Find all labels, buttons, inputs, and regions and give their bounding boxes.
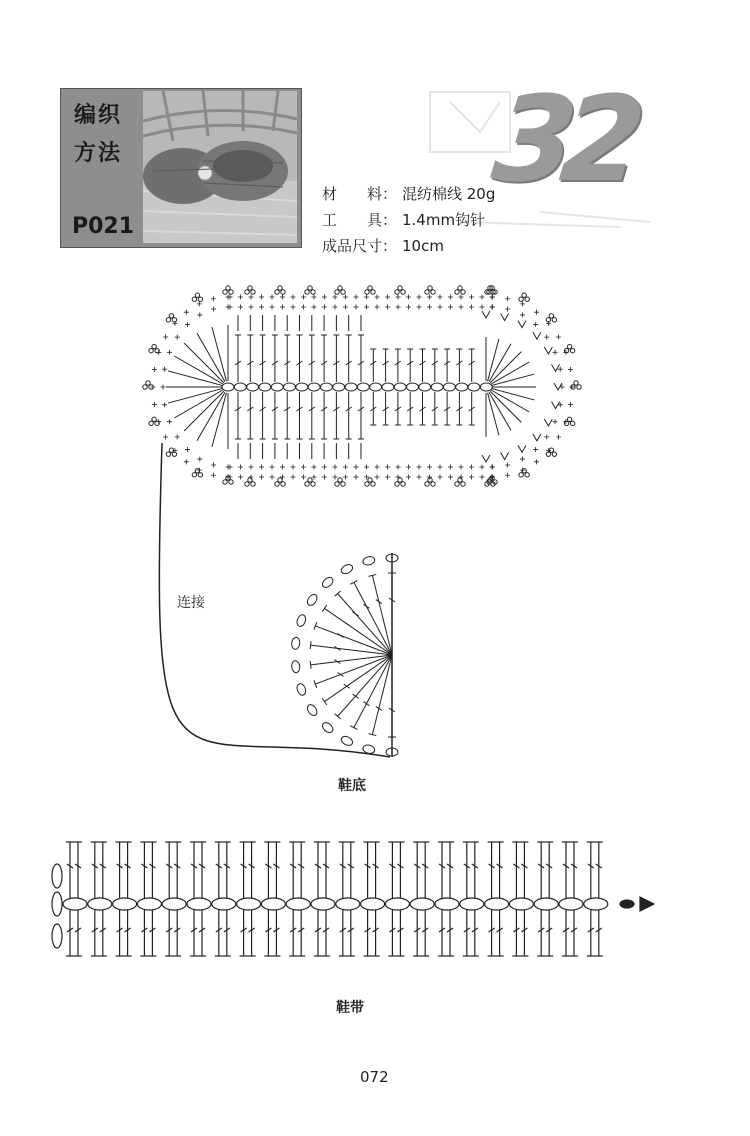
- pattern-code: P021: [72, 214, 135, 239]
- spec-tool: [322, 207, 495, 233]
- spec-value: 混纺棉线 20g: [402, 185, 496, 203]
- spec-value: 10cm: [402, 237, 444, 255]
- crochet-diagram: [0, 270, 750, 1050]
- connect-label: 连接: [177, 595, 205, 611]
- strap-label: 鞋带: [336, 1000, 364, 1016]
- spec-label: 成品尺寸：: [322, 237, 398, 255]
- method-title: 编织方法: [74, 102, 123, 166]
- spec-value: 1.4mm钩针: [402, 211, 486, 229]
- sole-label: 鞋底: [338, 778, 366, 794]
- strap-chart: [52, 842, 654, 956]
- product-photo: [143, 91, 297, 243]
- spec-material: [322, 181, 495, 207]
- pattern-number: 32: [486, 70, 638, 208]
- sole-chart: [143, 286, 581, 486]
- spec-label: 工 具：: [322, 211, 398, 229]
- heel-fan-chart: [291, 553, 398, 757]
- spec-label: 材 料：: [322, 185, 398, 203]
- specs-list: [322, 181, 495, 259]
- page-number: 072: [360, 1068, 389, 1086]
- spec-size: [322, 233, 495, 259]
